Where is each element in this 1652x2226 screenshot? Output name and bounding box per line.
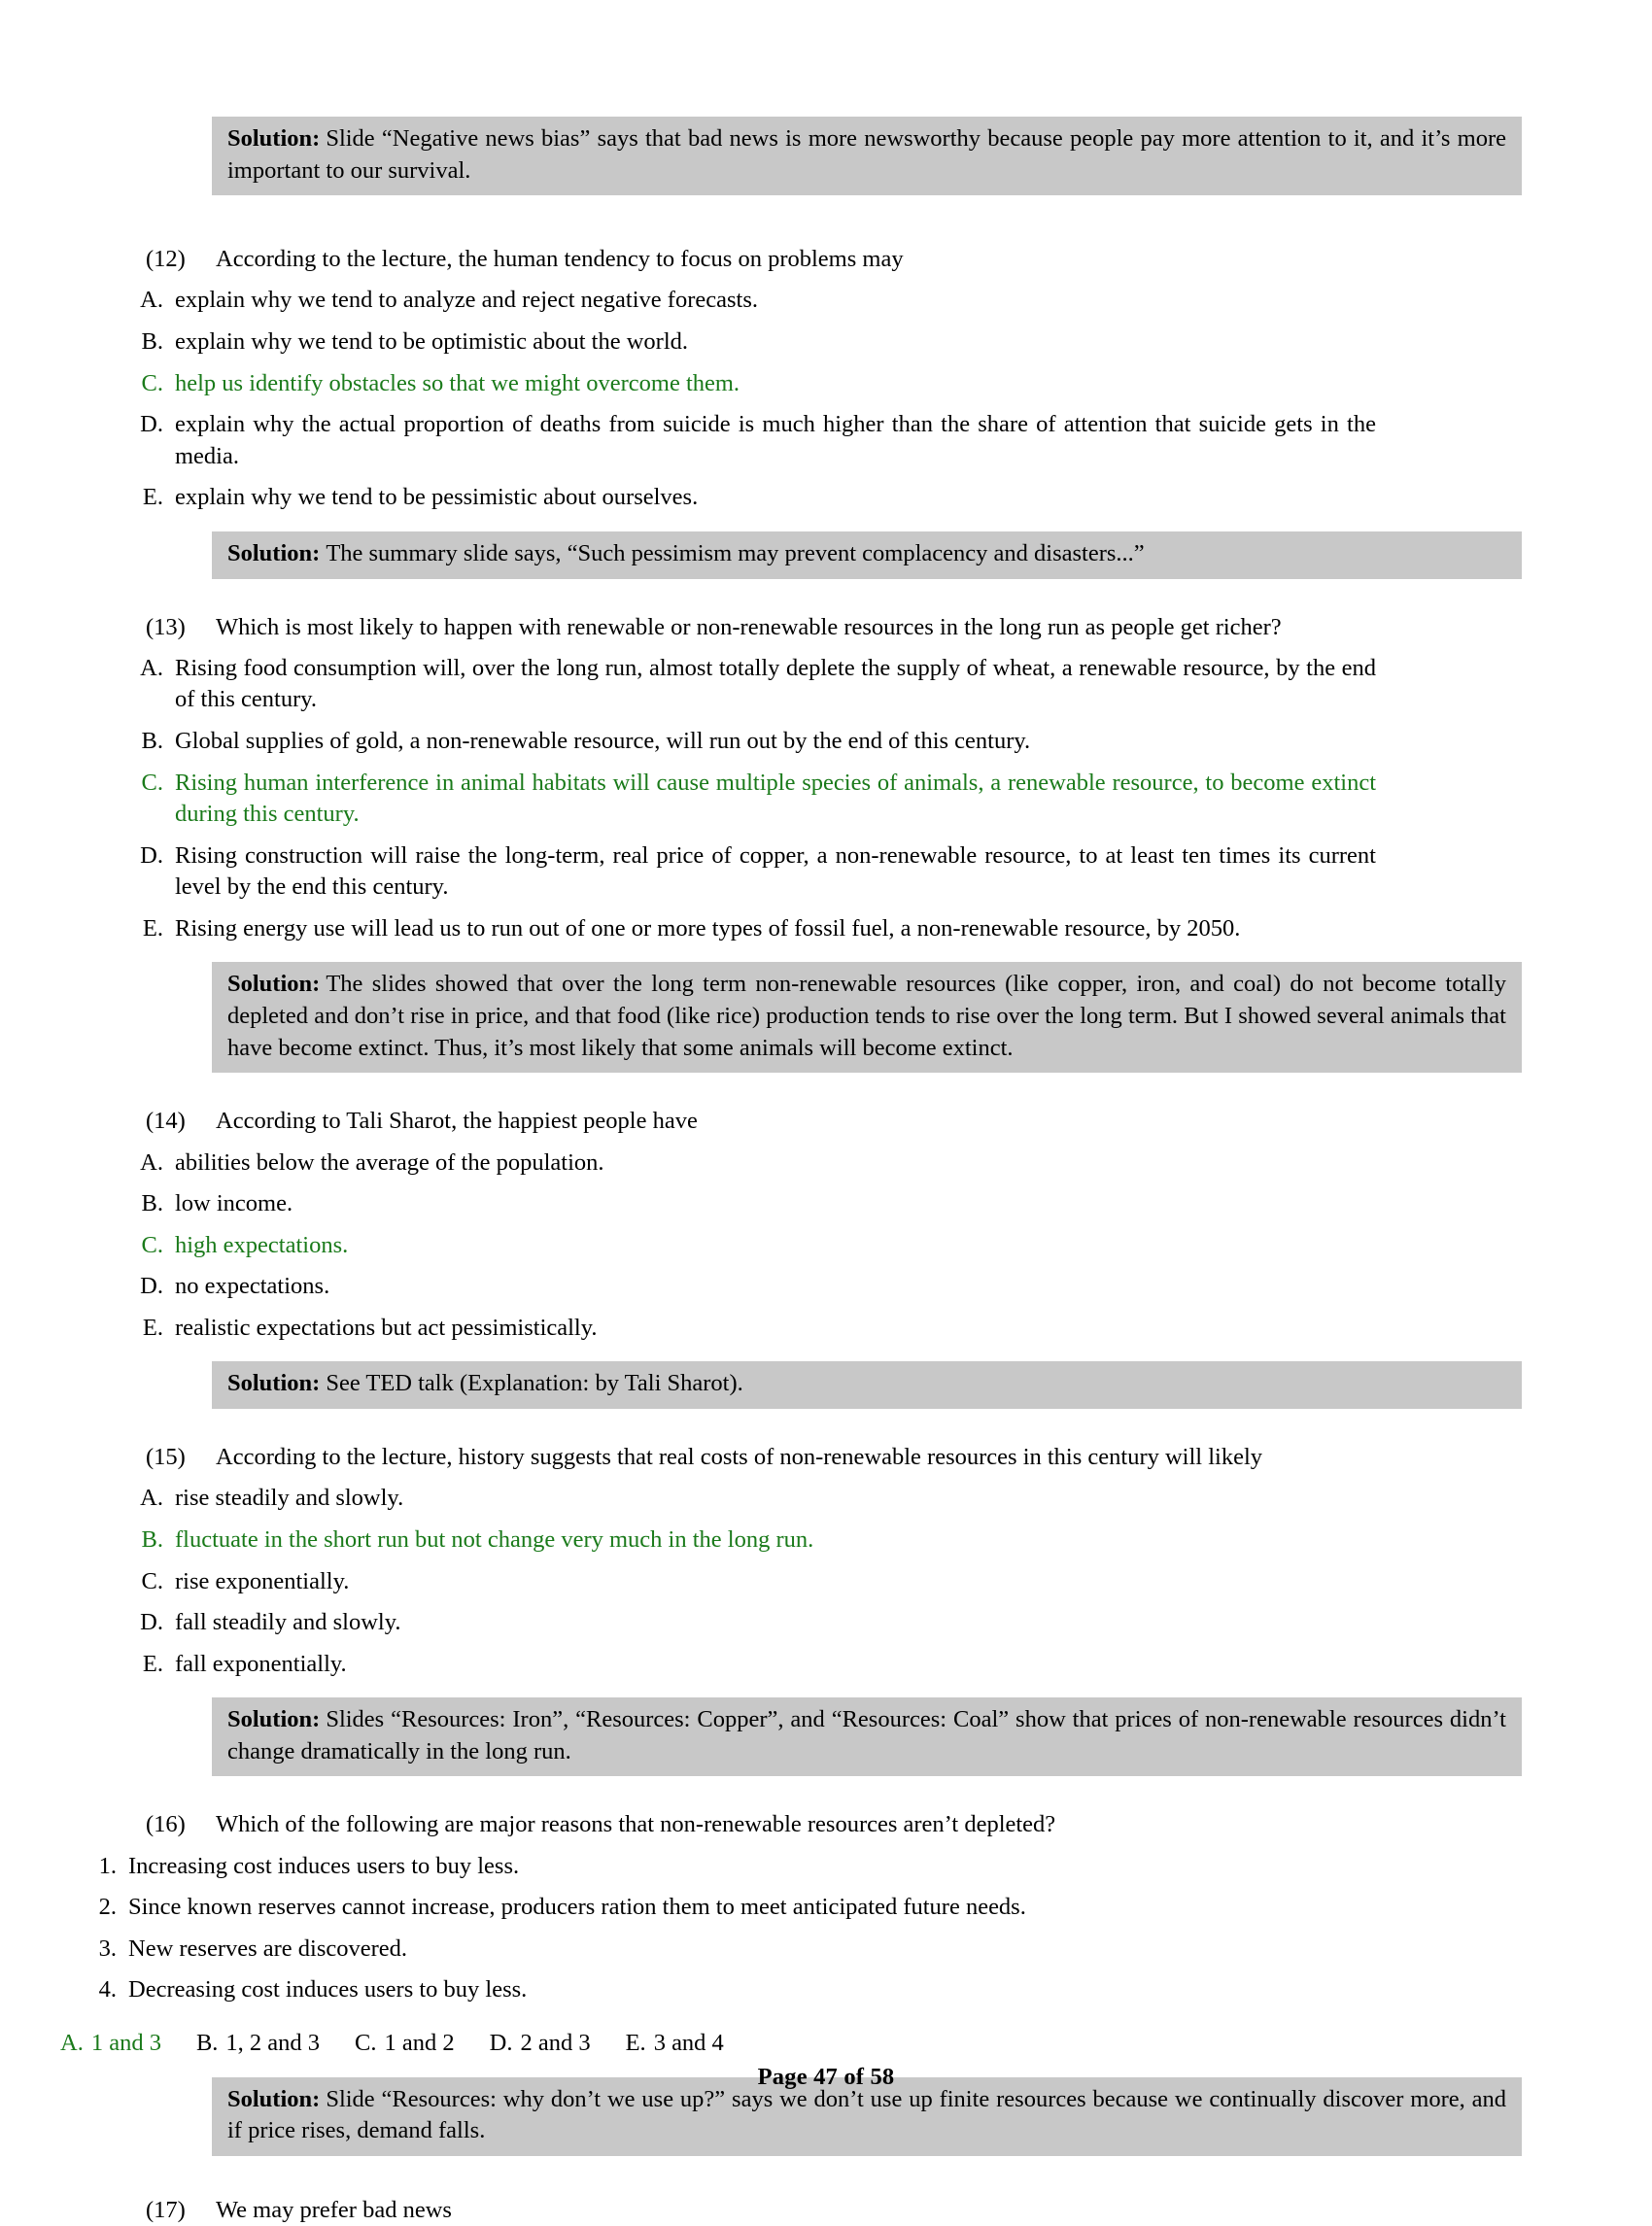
question-number: (14) bbox=[146, 1108, 186, 1135]
question-number: (12) bbox=[146, 246, 186, 273]
option-row[interactable] bbox=[136, 1188, 1376, 1220]
list-item[interactable] bbox=[87, 1934, 1425, 1966]
question-block bbox=[0, 1809, 1652, 2155]
solution-box bbox=[212, 962, 1522, 1073]
answer-options bbox=[136, 1147, 1376, 1345]
option-letter: D. bbox=[140, 411, 163, 438]
option-text: help us identify obstacles so that we might overcome them. bbox=[175, 369, 740, 396]
option-text: abilities below the average of the population. bbox=[175, 1148, 604, 1176]
option-text: no expectations. bbox=[175, 1273, 330, 1300]
solution-text: The summary slide says, “Such pessimism may prevent complacency and disasters...” bbox=[326, 539, 1145, 566]
inline-answer-text: 2 and 3 bbox=[520, 2030, 591, 2057]
list-item-text: Since known reserves cannot increase, producers ration them to meet anticipated future needs. bbox=[128, 1894, 1026, 1921]
answer-options bbox=[136, 285, 1376, 513]
inline-answer-text: 1, 2 and 3 bbox=[225, 2030, 321, 2057]
question-prompt: According to the lecture, the human tendency to focus on problems may bbox=[216, 246, 904, 273]
option-text: explain why we tend to be pessimistic about ourselves. bbox=[175, 484, 699, 511]
question-block bbox=[0, 244, 1652, 578]
option-row[interactable] bbox=[136, 1147, 1376, 1180]
option-text: explain why we tend to be optimistic about the world. bbox=[175, 328, 689, 356]
inline-answer[interactable] bbox=[355, 2028, 455, 2060]
option-text: rise exponentially. bbox=[175, 1567, 350, 1594]
question-block bbox=[0, 1106, 1652, 1409]
option-letter: A. bbox=[140, 1148, 163, 1176]
solution-label: Solution: bbox=[227, 125, 321, 152]
option-row[interactable] bbox=[136, 653, 1376, 716]
solution-box bbox=[212, 117, 1522, 195]
option-row-correct[interactable] bbox=[136, 1230, 1376, 1262]
inline-answer-letter: D. bbox=[489, 2030, 513, 2057]
question-number: (16) bbox=[146, 1811, 186, 1838]
inline-answer-letter: C. bbox=[355, 2030, 377, 2057]
option-row[interactable] bbox=[136, 482, 1376, 514]
solution-label: Solution: bbox=[227, 971, 321, 998]
option-row-correct[interactable] bbox=[136, 768, 1376, 831]
solution-box bbox=[212, 1697, 1522, 1776]
option-text: low income. bbox=[175, 1190, 293, 1217]
answer-options bbox=[136, 653, 1376, 945]
question-heading bbox=[146, 1106, 1522, 1137]
option-row[interactable] bbox=[136, 840, 1376, 904]
option-row[interactable] bbox=[136, 409, 1376, 472]
option-text: fall exponentially. bbox=[175, 1650, 347, 1677]
option-text: Rising energy use will lead us to run out of one or more types of fossil fuel, a non-renewable resource, by 2050. bbox=[175, 914, 1241, 942]
solution-label: Solution: bbox=[227, 539, 321, 566]
solution-label: Solution: bbox=[227, 1706, 321, 1733]
option-text: Global supplies of gold, a non-renewable resource, will run out by the end of this century. bbox=[175, 728, 1031, 755]
option-letter: D. bbox=[140, 1609, 163, 1636]
option-row[interactable] bbox=[136, 1607, 1376, 1639]
inline-answer-letter: E. bbox=[625, 2030, 646, 2057]
inline-answer-text: 1 and 3 bbox=[90, 2030, 161, 2057]
option-letter: A. bbox=[140, 287, 163, 314]
question-prompt: According to Tali Sharot, the happiest people have bbox=[216, 1108, 698, 1135]
option-letter: E. bbox=[142, 1650, 163, 1677]
question-heading bbox=[146, 2195, 1522, 2226]
option-letter: B. bbox=[141, 328, 163, 356]
question-prompt: Which is most likely to happen with renewable or non-renewable resources in the long run as people get richer? bbox=[216, 613, 1282, 640]
question-prompt: Which of the following are major reasons that non-renewable resources aren’t depleted? bbox=[216, 1811, 1056, 1838]
option-row[interactable] bbox=[136, 1313, 1376, 1345]
list-item-number: 3. bbox=[98, 1935, 117, 1962]
option-letter: D. bbox=[140, 1273, 163, 1300]
solution-text: The slides showed that over the long term non-renewable resources (like copper, iron, and coal) do not become totally depleted and don’t rise in price, and that food (like rice) production tends to rise over the long term. But I showed several animals that have become extinct. Thus, it’s most likely that some animals will become extinct. bbox=[227, 971, 1506, 1061]
solution-box bbox=[212, 1361, 1522, 1409]
question-prompt: According to the lecture, history suggests that real costs of non-renewable resources in this century will likely bbox=[216, 1444, 1263, 1471]
solution-label: Solution: bbox=[227, 1370, 321, 1397]
option-row[interactable] bbox=[136, 1271, 1376, 1303]
question-heading bbox=[146, 612, 1522, 643]
solution-text: Slides “Resources: Iron”, “Resources: Copper”, and “Resources: Coal” show that prices of non-renewable resources didn’t change dramatically in the long run. bbox=[227, 1706, 1506, 1764]
solution-text: Slide “Resources: why don’t we use up?” says we don’t use up finite resources because we continually discover more, and if price rises, demand falls. bbox=[227, 2085, 1506, 2144]
question-heading bbox=[146, 1442, 1522, 1473]
option-text: realistic expectations but act pessimistically. bbox=[175, 1314, 598, 1341]
list-item[interactable] bbox=[87, 1892, 1425, 1924]
list-item-number: 4. bbox=[98, 1976, 117, 2003]
option-row[interactable] bbox=[136, 913, 1376, 945]
option-row[interactable] bbox=[136, 1649, 1376, 1681]
answer-options bbox=[136, 1483, 1376, 1680]
option-text: explain why the actual proportion of deaths from suicide is much higher than the share of attention that suicide gets in the media. bbox=[175, 411, 1376, 469]
inline-answer[interactable] bbox=[196, 2028, 320, 2060]
option-row[interactable] bbox=[136, 1566, 1376, 1598]
option-text: high expectations. bbox=[175, 1231, 349, 1258]
inline-answer-letter: B. bbox=[195, 2030, 219, 2057]
inline-answer-row bbox=[60, 2028, 1652, 2060]
list-item-number: 2. bbox=[98, 1894, 117, 1921]
inline-answer[interactable] bbox=[490, 2028, 591, 2060]
option-text: fall steadily and slowly. bbox=[175, 1609, 401, 1636]
option-letter: A. bbox=[140, 1485, 163, 1512]
list-item[interactable] bbox=[87, 1851, 1425, 1883]
option-text: fluctuate in the short run but not change very much in the long run. bbox=[175, 1525, 814, 1553]
list-item[interactable] bbox=[87, 1974, 1425, 2006]
question-heading bbox=[146, 1809, 1522, 1840]
option-text: rise steadily and slowly. bbox=[175, 1485, 404, 1512]
option-letter: B. bbox=[141, 1190, 163, 1217]
question-block bbox=[0, 2195, 1652, 2226]
option-text: explain why we tend to analyze and reject negative forecasts. bbox=[175, 287, 758, 314]
list-item-text: Decreasing cost induces users to buy less. bbox=[128, 1976, 528, 2003]
question-number: (13) bbox=[146, 613, 186, 640]
question-heading bbox=[146, 244, 1522, 275]
list-item-number: 1. bbox=[98, 1852, 117, 1879]
option-letter: C. bbox=[141, 769, 163, 796]
option-letter: C. bbox=[141, 1231, 163, 1258]
option-letter: D. bbox=[140, 841, 163, 869]
option-letter: E. bbox=[142, 914, 163, 942]
option-row[interactable] bbox=[136, 1483, 1376, 1515]
list-item-text: New reserves are discovered. bbox=[128, 1935, 408, 1962]
page-footer: Page 47 of 58 bbox=[757, 2064, 895, 2090]
question-prompt: We may prefer bad news bbox=[216, 2196, 452, 2223]
inline-answer-text: 3 and 4 bbox=[653, 2030, 724, 2057]
inline-answer-text: 1 and 2 bbox=[384, 2030, 455, 2057]
option-text: Rising human interference in animal habitats will cause multiple species of animals, a renewable resource, to become extinct during this century. bbox=[175, 769, 1376, 828]
solution-text: See TED talk (Explanation: by Tali Sharot). bbox=[326, 1370, 743, 1397]
option-letter: B. bbox=[141, 1525, 163, 1553]
solution-label: Solution: bbox=[227, 2085, 321, 2112]
option-row[interactable] bbox=[136, 326, 1376, 359]
solution-box bbox=[212, 531, 1522, 579]
option-letter: B. bbox=[141, 728, 163, 755]
option-letter: C. bbox=[141, 369, 163, 396]
inline-answer[interactable] bbox=[626, 2028, 724, 2060]
inline-answer-correct[interactable] bbox=[60, 2028, 161, 2060]
option-row[interactable] bbox=[136, 726, 1376, 758]
question-number: (15) bbox=[146, 1444, 186, 1471]
option-letter: E. bbox=[142, 484, 163, 511]
option-text: Rising construction will raise the long-term, real price of copper, a non-renewable resource, to at least ten times its current level by the end this century. bbox=[175, 841, 1376, 901]
option-text: Rising food consumption will, over the long run, almost totally deplete the supply of wheat, a renewable resource, by the end of this century. bbox=[175, 654, 1376, 713]
option-row[interactable] bbox=[136, 285, 1376, 317]
question-block bbox=[0, 612, 1652, 1074]
option-letter: C. bbox=[141, 1567, 163, 1594]
option-row-correct[interactable] bbox=[136, 368, 1376, 400]
sub-statement-list bbox=[87, 1851, 1425, 2006]
option-row-correct[interactable] bbox=[136, 1524, 1376, 1557]
question-block bbox=[0, 1442, 1652, 1776]
option-letter: E. bbox=[142, 1314, 163, 1341]
list-item-text: Increasing cost induces users to buy less. bbox=[128, 1852, 520, 1879]
option-letter: A. bbox=[140, 654, 163, 681]
inline-answer-letter: A. bbox=[60, 2030, 84, 2057]
solution-text: Slide “Negative news bias” says that bad news is more newsworthy because people pay more attention to it, and it’s more important to our survival. bbox=[227, 125, 1506, 184]
question-number: (17) bbox=[146, 2196, 186, 2223]
